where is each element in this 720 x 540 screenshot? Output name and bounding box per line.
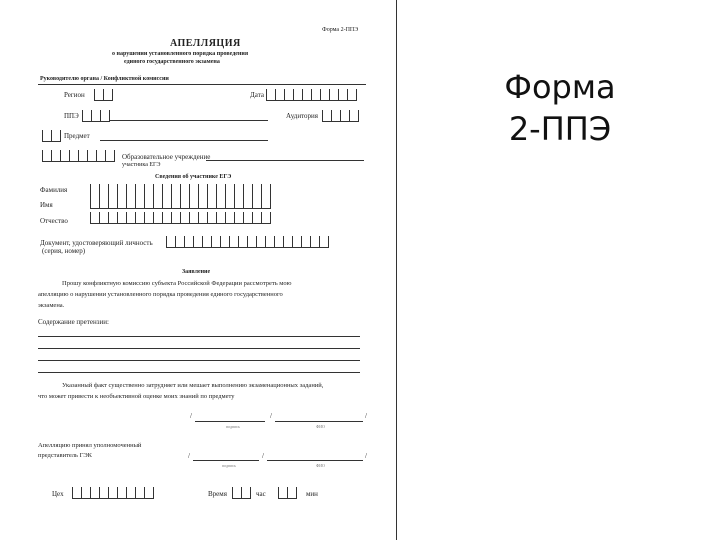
sig2-slash-2: / xyxy=(262,452,264,460)
institution-label: Образовательное учреждение xyxy=(122,153,211,161)
warning-line-2: что может привести к необъективной оценке моих знаний по предмету xyxy=(38,393,235,400)
participant-heading: Сведения об участнике ЕГЭ xyxy=(155,174,232,180)
auditorium-label: Аудитория xyxy=(286,112,319,120)
document-sub: (серия, номер) xyxy=(42,247,86,255)
ppe-cells xyxy=(82,110,110,122)
applicant-name-line xyxy=(275,421,363,422)
sig-slash-2: / xyxy=(270,412,272,420)
auditorium-cells xyxy=(322,110,359,122)
bottom-label-2: Время xyxy=(208,490,227,498)
ppe-label: ППЭ xyxy=(64,112,79,120)
content-line-3 xyxy=(38,360,360,361)
sig-slash-1: / xyxy=(190,412,192,420)
rep-name-sub: ФИО xyxy=(316,463,325,468)
applicant-signature-sub: подпись xyxy=(226,424,240,429)
region-cells xyxy=(94,89,113,101)
patronymic-cells xyxy=(90,212,271,224)
subject-label: Предмет xyxy=(64,132,90,140)
bottom-label-1: Цех xyxy=(52,490,64,498)
addressee-line xyxy=(38,84,366,85)
applicant-signature-line xyxy=(195,421,265,422)
statement-heading: Заявление xyxy=(182,269,211,275)
form-subheading-1: о нарушении установленного порядка проведения xyxy=(112,51,249,57)
document-label: Документ, удостоверяющий личность xyxy=(40,239,153,247)
subject-name-line xyxy=(100,140,268,141)
bottom-hour-cells xyxy=(232,487,251,499)
bottom-date-cells xyxy=(72,487,154,499)
statement-line-1: Прошу конфликтную комиссию субъекта Российской Федерации рассмотреть мою xyxy=(62,280,292,287)
statement-line-2: апелляцию о нарушении установленного порядка проведения единого государственного xyxy=(38,291,283,298)
content-label: Содержание претензии: xyxy=(38,318,109,326)
slide-title-line-1: Форма xyxy=(504,68,616,106)
institution-line xyxy=(206,160,364,161)
form-subheading-2: единого государственного экзамена xyxy=(124,59,220,65)
content-line-4 xyxy=(38,372,360,373)
institution-cells xyxy=(42,150,115,162)
bottom-label-3: час xyxy=(256,490,266,498)
content-line-2 xyxy=(38,348,360,349)
document-cells xyxy=(166,236,329,248)
name-label: Имя xyxy=(40,201,53,209)
rep-signature-sub: подпись xyxy=(222,463,236,468)
slide-title-line-2: 2-ППЭ xyxy=(508,110,612,148)
bottom-label-4: мин xyxy=(306,490,318,498)
patronymic-label: Отчество xyxy=(40,217,68,225)
warning-line-1: Указанный факт существенно затрудняет или мешает выполнению экзаменационных заданий, xyxy=(62,382,324,389)
form-number: Форма 2-ППЭ xyxy=(322,27,359,33)
institution-sub: участника ЕГЭ xyxy=(122,162,161,168)
rep-name-line xyxy=(267,460,363,461)
date-cells xyxy=(266,89,357,101)
subject-cells xyxy=(42,130,61,142)
rep-signature-line xyxy=(193,460,259,461)
content-line-1 xyxy=(38,336,360,337)
bottom-min-cells xyxy=(278,487,297,499)
sig-slash-3: / xyxy=(365,412,367,420)
sig2-slash-3: / xyxy=(365,452,367,460)
slide-title xyxy=(440,66,680,150)
sig2-slash-1: / xyxy=(188,452,190,460)
date-label: Дата xyxy=(250,91,264,99)
surname-label: Фамилия xyxy=(40,186,68,194)
received-label-1: Апелляцию принял уполномоченный xyxy=(38,442,142,449)
received-label-2: представитель ГЭК xyxy=(38,452,93,459)
form-heading: АПЕЛЛЯЦИЯ xyxy=(170,38,241,49)
addressee-label: Руководителю органа / Конфликтной комиссии xyxy=(40,76,169,82)
statement-line-3: экзамена. xyxy=(38,302,65,309)
region-label: Регион xyxy=(64,91,85,99)
applicant-name-sub: ФИО xyxy=(316,424,325,429)
ppe-name-line xyxy=(110,120,268,121)
surname-cells xyxy=(90,184,271,209)
